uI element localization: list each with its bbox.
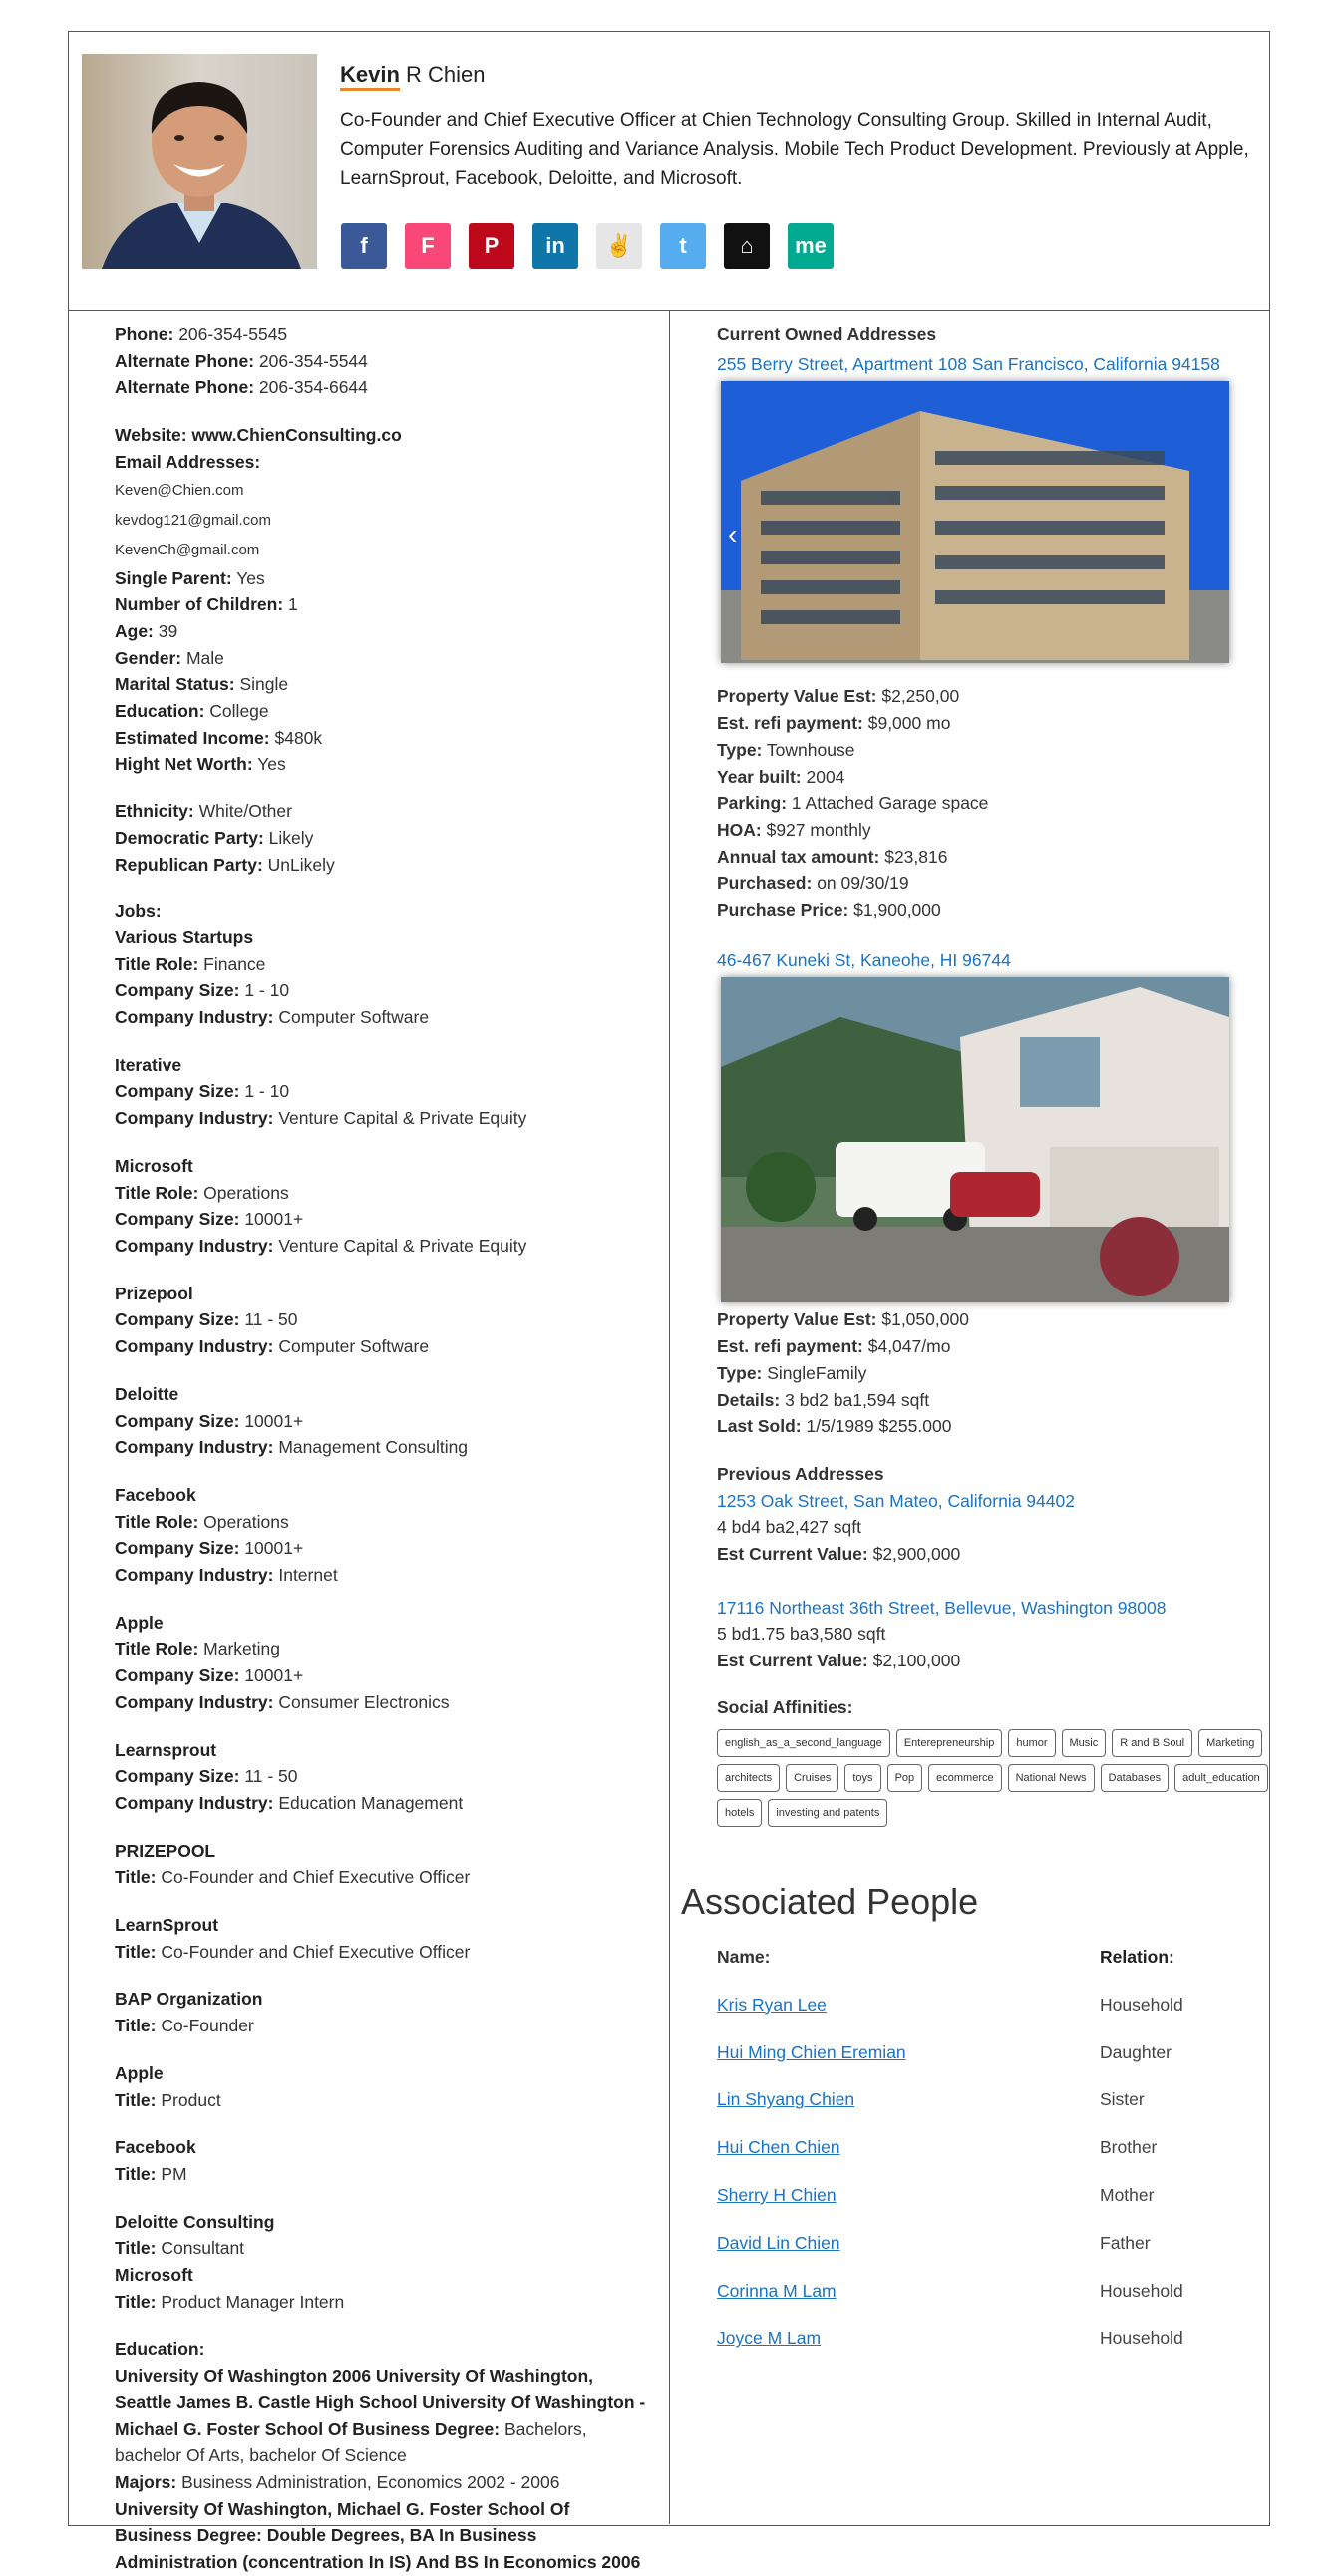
education-line: University Of Washington, Michael G. Foster School Of — [115, 2498, 570, 2519]
email-address[interactable]: KevenCh@gmail.com — [115, 541, 260, 558]
detail-value: Management Consulting — [278, 1437, 469, 1458]
detail-label: HOA: — [717, 819, 762, 840]
detail-value: $927 monthly — [766, 819, 871, 840]
detail-value: $23,816 — [884, 846, 948, 867]
detail-row — [115, 1105, 673, 1132]
detail-label: Company Industry: — [115, 1565, 274, 1586]
detail-label: Gender: — [115, 647, 182, 668]
property-photo-house[interactable] — [721, 977, 1229, 1302]
detail-row — [115, 798, 673, 825]
education-line: Administration (concentration In IS) And BS In Economics 2006 — [115, 2552, 641, 2573]
detail-value: Product Manager Intern — [161, 2291, 345, 2312]
github-icon[interactable]: ⌂ — [724, 223, 770, 269]
detail-label: Republican Party: — [115, 854, 263, 875]
social-links — [341, 223, 834, 269]
detail-row — [717, 764, 1275, 791]
detail-label: Company Size: — [115, 1538, 240, 1559]
detail-label: Ethnicity: — [115, 801, 194, 822]
person-name-link[interactable]: Lin Shyang Chien — [717, 2089, 855, 2110]
job-entry — [115, 1482, 673, 1589]
detail-value: Marketing — [203, 1639, 280, 1659]
person-relation: Household — [1100, 2328, 1183, 2349]
job-entry — [115, 2134, 673, 2187]
job-company: Apple — [115, 2062, 164, 2083]
alt-phone-label: Alternate Phone: — [115, 350, 255, 371]
job-company: Microsoft — [115, 2265, 193, 2286]
affinity-tag[interactable]: National News — [1008, 1764, 1095, 1792]
est-value: $2,900,000 — [872, 1544, 961, 1565]
detail-value: Venture Capital & Private Equity — [278, 1235, 527, 1256]
jobs-list — [115, 924, 673, 2316]
detail-value: Education Management — [278, 1792, 464, 1813]
affinity-tag[interactable]: Marketing — [1198, 1729, 1262, 1757]
detail-label: Purchased: — [717, 873, 813, 894]
affinity-tag[interactable]: Pop — [887, 1764, 923, 1792]
detail-label: Details: — [717, 1389, 781, 1410]
detail-label: Title: — [115, 2238, 157, 2259]
job-company: Deloitte — [115, 1383, 179, 1404]
detail-row — [115, 1509, 673, 1536]
relation-header: Relation: — [1100, 1947, 1174, 1967]
detail-row — [717, 683, 1275, 710]
detail-value: 1 Attached Garage space — [791, 793, 989, 814]
alt-phone-label: Alternate Phone: — [115, 377, 255, 398]
affinity-tag[interactable]: ecommerce — [928, 1764, 1001, 1792]
angellist-icon[interactable]: ✌ — [596, 223, 642, 269]
affinity-tag[interactable]: Music — [1062, 1729, 1107, 1757]
detail-label: Title: — [115, 2016, 157, 2036]
detail-value: 2004 — [806, 766, 845, 787]
job-company: Facebook — [115, 2137, 196, 2158]
job-entry — [115, 1838, 673, 1891]
detail-label: Age: — [115, 620, 154, 641]
previous-address-link[interactable]: 17116 Northeast 36th Street, Bellevue, Washington 98008 — [717, 1597, 1167, 1618]
detail-row — [115, 2013, 673, 2039]
detail-label: Company Industry: — [115, 1691, 274, 1712]
rest-name: R Chien — [406, 62, 486, 87]
detail-label: Company Industry: — [115, 1336, 274, 1357]
detail-value: Consultant — [161, 2238, 245, 2259]
detail-row — [717, 1387, 1275, 1414]
detail-row — [115, 2289, 673, 2316]
associated-people-table — [717, 1947, 1235, 2376]
detail-row — [115, 645, 673, 672]
owned-label: Current Owned Addresses — [717, 324, 937, 344]
detail-row — [115, 951, 673, 978]
detail-value: Co-Founder — [161, 2016, 254, 2036]
job-entry — [115, 924, 673, 1031]
education-line: University Of Washington 2006 University Of Washington, — [115, 2366, 594, 2387]
detail-value: on 09/30/19 — [817, 873, 909, 894]
affinity-tag[interactable]: humor — [1008, 1729, 1055, 1757]
detail-value: Yes — [257, 754, 286, 775]
previous-address-detail: 4 bd4 ba2,427 sqft — [717, 1517, 861, 1538]
detail-label: Hight Net Worth: — [115, 754, 253, 775]
detail-value: Product — [161, 2089, 221, 2110]
detail-value: Male — [185, 647, 224, 668]
detail-row — [115, 1662, 673, 1689]
detail-label: Title Role: — [115, 1511, 199, 1532]
detail-label: Title: — [115, 1941, 157, 1962]
detail-row — [115, 1206, 673, 1233]
detail-row — [115, 671, 673, 698]
jobs-label: Jobs: — [115, 901, 162, 921]
detail-value: Yes — [236, 567, 265, 588]
detail-value: College — [209, 701, 269, 722]
detail-value: Single — [239, 674, 289, 695]
person-name-link[interactable]: David Lin Chien — [717, 2232, 840, 2253]
affinity-tag[interactable]: adult_education — [1174, 1764, 1268, 1792]
detail-label: Title Role: — [115, 1182, 199, 1203]
detail-value: $1,050,000 — [881, 1309, 969, 1330]
detail-row — [717, 790, 1275, 817]
detail-row — [115, 1004, 673, 1031]
affinity-tag[interactable]: R and B Soul — [1112, 1729, 1192, 1757]
detail-row — [115, 1790, 673, 1817]
property-address-link[interactable]: 255 Berry Street, Apartment 108 San Francisco, California 94158 — [717, 353, 1220, 374]
job-company: Prizepool — [115, 1283, 193, 1303]
detail-value: 11 - 50 — [244, 1309, 298, 1330]
detail-row — [115, 1306, 673, 1333]
detail-value: $4,047/mo — [867, 1336, 951, 1357]
profile-header — [69, 32, 1269, 311]
job-entry — [115, 1986, 673, 2038]
job-entry — [115, 1737, 673, 1817]
detail-label: Annual tax amount: — [717, 846, 880, 867]
alt-phone-value: 206-354-5544 — [258, 350, 368, 371]
person-row — [717, 2328, 1235, 2376]
previous-label: Previous Addresses — [717, 1463, 884, 1484]
detail-row — [717, 710, 1275, 737]
detail-row — [717, 817, 1275, 844]
detail-label: Property Value Est: — [717, 1309, 877, 1330]
job-entry — [115, 1610, 673, 1716]
detail-row — [115, 1763, 673, 1790]
person-relation: Household — [1100, 1994, 1183, 2015]
detail-label: Democratic Party: — [115, 827, 264, 848]
detail-label: Title Role: — [115, 1639, 199, 1659]
website[interactable]: Website: www.ChienConsulting.co — [115, 425, 402, 446]
person-name-link[interactable]: Hui Chen Chien — [717, 2137, 840, 2158]
profile-photo — [82, 54, 317, 269]
detail-label: Company Size: — [115, 1081, 240, 1102]
profile-bio: Co-Founder and Chief Executive Officer at Chien Technology Consulting Group. Skilled in Internal Audit, Computer Forensics Auditing and Variance Analysis. Mobile Tech Product Development. Previously at Apple, LearnSprout, Facebook, Deloitte, and Microsoft. — [340, 110, 1249, 188]
detail-row — [115, 1233, 673, 1260]
detail-value: Townhouse — [766, 739, 855, 760]
detail-row — [115, 2235, 673, 2262]
detail-label: Company Size: — [115, 1766, 240, 1787]
detail-label: Last Sold: — [717, 1416, 802, 1437]
est-value: $2,100,000 — [872, 1651, 961, 1671]
detail-label: Marital Status: — [115, 674, 235, 695]
job-company: PRIZEPOOL — [115, 1840, 216, 1861]
detail-value: Computer Software — [278, 1007, 430, 1028]
detail-label: Company Size: — [115, 1209, 240, 1230]
property-1-details — [717, 683, 1275, 922]
foursquare-icon[interactable]: F — [405, 223, 451, 269]
detail-row — [115, 1535, 673, 1562]
job-company: Facebook — [115, 1484, 196, 1505]
detail-row — [115, 1408, 673, 1435]
job-entry — [115, 1281, 673, 1360]
affinity-tag[interactable]: Cruises — [786, 1764, 838, 1792]
detail-value: 10001+ — [244, 1410, 304, 1431]
carousel-prev-icon[interactable]: ‹ — [728, 519, 738, 550]
detail-row — [115, 2161, 673, 2188]
detail-row — [115, 852, 673, 879]
detail-row — [115, 1562, 673, 1589]
person-row — [717, 2042, 1235, 2090]
education-line: Seattle James B. Castle High School University Of Washington - — [115, 2392, 646, 2412]
affinity-tag[interactable]: Databases — [1101, 1764, 1170, 1792]
person-relation: Mother — [1100, 2184, 1155, 2205]
affinity-tag[interactable]: english_as_a_second_language — [717, 1729, 890, 1757]
job-entry — [115, 2209, 673, 2262]
detail-row — [115, 1864, 673, 1891]
detail-row — [717, 897, 1275, 923]
education-line: Bachelors, — [503, 2418, 587, 2439]
job-company: BAP Organization — [115, 1989, 263, 2010]
detail-label: Title: — [115, 1867, 157, 1888]
affinity-tag[interactable]: hotels — [717, 1799, 762, 1827]
detail-label: Est. refi payment: — [717, 1336, 863, 1357]
detail-row — [717, 1306, 1275, 1333]
email-address[interactable]: kevdog121@gmail.com — [115, 511, 271, 529]
detail-row — [115, 698, 673, 725]
detail-value: PM — [161, 2163, 187, 2184]
person-row — [717, 2089, 1235, 2137]
detail-label: Year built: — [717, 766, 802, 787]
detail-value: Finance — [203, 953, 266, 974]
pinterest-icon[interactable]: P — [469, 223, 514, 269]
detail-value: Co-Founder and Chief Executive Officer — [161, 1867, 471, 1888]
person-row — [717, 2185, 1235, 2233]
job-company: LearnSprout — [115, 1915, 219, 1936]
detail-row — [115, 1434, 673, 1461]
detail-label: Title: — [115, 2089, 157, 2110]
detail-row — [115, 1939, 673, 1966]
detail-value: Operations — [203, 1182, 289, 1203]
fact-list — [115, 565, 673, 779]
people-header-row — [717, 1947, 1235, 1995]
detail-row — [717, 870, 1275, 897]
detail-value: 1 - 10 — [244, 1081, 290, 1102]
affinity-tag[interactable]: investing and patents — [768, 1799, 887, 1827]
detail-row — [717, 1413, 1275, 1440]
profile-name — [340, 62, 486, 88]
education-line: Michael G. Foster School Of Business Degree: — [115, 2418, 501, 2439]
detail-label: Title: — [115, 2291, 157, 2312]
detail-label: Est. refi payment: — [717, 713, 863, 734]
person-row — [717, 2281, 1235, 2329]
personal-details — [115, 321, 673, 2576]
detail-label: Purchase Price: — [717, 900, 849, 920]
property-address-link[interactable]: 46-467 Kuneki St, Kaneohe, HI 96744 — [717, 949, 1011, 970]
job-company: Deloitte Consulting — [115, 2211, 275, 2232]
job-company: Apple — [115, 1612, 164, 1633]
detail-label: Estimated Income: — [115, 727, 270, 748]
detail-value: Computer Software — [278, 1336, 430, 1357]
person-relation: Brother — [1100, 2137, 1158, 2158]
job-entry — [115, 1912, 673, 1965]
detail-value: White/Other — [198, 801, 292, 822]
affinity-tag[interactable]: toys — [844, 1764, 880, 1792]
detail-value: 10001+ — [244, 1209, 304, 1230]
detail-row — [115, 725, 673, 752]
property-2-details — [717, 1306, 1275, 1440]
detail-row — [115, 1180, 673, 1207]
demographics-list — [115, 798, 673, 878]
detail-row — [115, 591, 673, 618]
detail-label: Company Industry: — [115, 1437, 274, 1458]
person-relation: Household — [1100, 2280, 1183, 2301]
detail-value: Internet — [278, 1565, 338, 1586]
email-address[interactable]: Keven@Chien.com — [115, 481, 244, 499]
detail-label: Number of Children: — [115, 594, 284, 615]
person-relation: Daughter — [1100, 2041, 1172, 2062]
est-value-label: Est Current Value: — [717, 1651, 868, 1671]
job-entry — [115, 1381, 673, 1461]
detail-label: Company Industry: — [115, 1108, 274, 1129]
person-name-link[interactable]: Corinna M Lam — [717, 2280, 837, 2301]
detail-row — [115, 1689, 673, 1716]
affinity-tag[interactable]: architects — [717, 1764, 780, 1792]
job-entry — [115, 1153, 673, 1260]
job-company: Microsoft — [115, 1155, 193, 1176]
detail-label: Title Role: — [115, 953, 199, 974]
person-row — [717, 2137, 1235, 2185]
detail-row — [115, 751, 673, 778]
detail-value: Operations — [203, 1511, 289, 1532]
detail-row — [717, 844, 1275, 871]
detail-row — [115, 825, 673, 852]
detail-label: Type: — [717, 739, 763, 760]
detail-label: Company Industry: — [115, 1792, 274, 1813]
detail-value: $480k — [274, 727, 323, 748]
detail-label: Property Value Est: — [717, 686, 877, 707]
detail-label: Parking: — [717, 793, 788, 814]
detail-value: $2,250,00 — [881, 686, 960, 707]
detail-value: Consumer Electronics — [278, 1691, 450, 1712]
detail-value: 11 - 50 — [244, 1766, 298, 1787]
job-company: Iterative — [115, 1054, 182, 1075]
job-company: Various Startups — [115, 926, 254, 947]
detail-label: Single Parent: — [115, 567, 232, 588]
associated-people-title: Associated People — [681, 1881, 979, 1922]
detail-value: SingleFamily — [767, 1362, 867, 1383]
majors-value: Business Administration, Economics 2002 - 2006 — [181, 2472, 560, 2492]
detail-row — [717, 737, 1275, 764]
detail-label: Company Size: — [115, 1410, 240, 1431]
facebook-icon[interactable]: f — [341, 223, 387, 269]
name-header: Name: — [717, 1947, 771, 1967]
detail-label: Type: — [717, 1362, 763, 1383]
person-relation: Sister — [1100, 2089, 1145, 2110]
detail-row — [115, 2087, 673, 2114]
property-photo-apartment[interactable] — [721, 381, 1229, 663]
education-block — [115, 2336, 673, 2575]
detail-label: Company Industry: — [115, 1007, 274, 1028]
detail-value: 1 — [288, 594, 298, 615]
person-name-link[interactable]: Sherry H Chien — [717, 2184, 837, 2205]
detail-row — [717, 1333, 1275, 1360]
detail-value: 1/5/1989 $255.000 — [806, 1416, 952, 1437]
person-relation: Father — [1100, 2232, 1151, 2253]
affinity-tags — [717, 1729, 1275, 1827]
detail-value: Venture Capital & Private Equity — [278, 1108, 527, 1129]
detail-row — [115, 1078, 673, 1105]
majors-label: Majors: — [115, 2472, 177, 2492]
person-name-link[interactable]: Joyce M Lam — [717, 2328, 822, 2349]
detail-value: $1,900,000 — [853, 900, 941, 920]
detail-label: Company Industry: — [115, 1235, 274, 1256]
education-line: bachelor Of Arts, bachelor Of Science — [115, 2445, 407, 2466]
person-row — [717, 2233, 1235, 2281]
education-label: Education: — [115, 2339, 205, 2360]
affinities-label: Social Affinities: — [717, 1696, 853, 1717]
job-entry — [115, 1052, 673, 1132]
est-value-label: Est Current Value: — [717, 1544, 868, 1565]
detail-row — [115, 1636, 673, 1662]
affinity-tag[interactable]: Enterepreneurship — [896, 1729, 1003, 1757]
detail-row — [115, 565, 673, 592]
person-name-link[interactable]: Hui Ming Chien Eremian — [717, 2041, 906, 2062]
detail-value: $9,000 mo — [867, 713, 951, 734]
detail-label: Title: — [115, 2163, 157, 2184]
aboutme-icon[interactable]: me — [788, 223, 834, 269]
education-line: Business Degree: Double Degrees, BA In Business — [115, 2525, 537, 2546]
detail-value: Likely — [268, 827, 314, 848]
person-name-link[interactable]: Kris Ryan Lee — [717, 1994, 827, 2015]
detail-label: Company Size: — [115, 980, 240, 1001]
linkedin-icon[interactable]: in — [532, 223, 578, 269]
detail-row — [115, 977, 673, 1004]
detail-value: 10001+ — [244, 1538, 304, 1559]
detail-value: 39 — [158, 620, 178, 641]
phone-value: 206-354-5545 — [178, 324, 288, 344]
detail-value: UnLikely — [267, 854, 335, 875]
detail-value: 1 - 10 — [244, 980, 290, 1001]
detail-value: 10001+ — [244, 1665, 304, 1686]
alt-phone-value: 206-354-6644 — [258, 377, 368, 398]
detail-value: 3 bd2 ba1,594 sqft — [785, 1389, 930, 1410]
twitter-icon[interactable]: t — [660, 223, 706, 269]
detail-row — [115, 618, 673, 645]
detail-row — [717, 1360, 1275, 1387]
detail-label: Company Size: — [115, 1665, 240, 1686]
phone-label: Phone: — [115, 324, 174, 344]
job-entry — [115, 2060, 673, 2113]
previous-address-link[interactable]: 1253 Oak Street, San Mateo, California 94402 — [717, 1490, 1075, 1511]
previous-address-detail: 5 bd1.75 ba3,580 sqft — [717, 1624, 886, 1645]
job-entry — [115, 2262, 673, 2315]
person-row — [717, 1995, 1235, 2042]
detail-label: Company Size: — [115, 1309, 240, 1330]
detail-label: Education: — [115, 701, 205, 722]
detail-row — [115, 1333, 673, 1360]
first-name: Kevin — [340, 62, 400, 91]
property-details — [717, 321, 1275, 1827]
detail-value: Co-Founder and Chief Executive Officer — [161, 1941, 471, 1962]
job-company: Learnsprout — [115, 1739, 217, 1760]
email-label: Email Addresses: — [115, 451, 261, 472]
